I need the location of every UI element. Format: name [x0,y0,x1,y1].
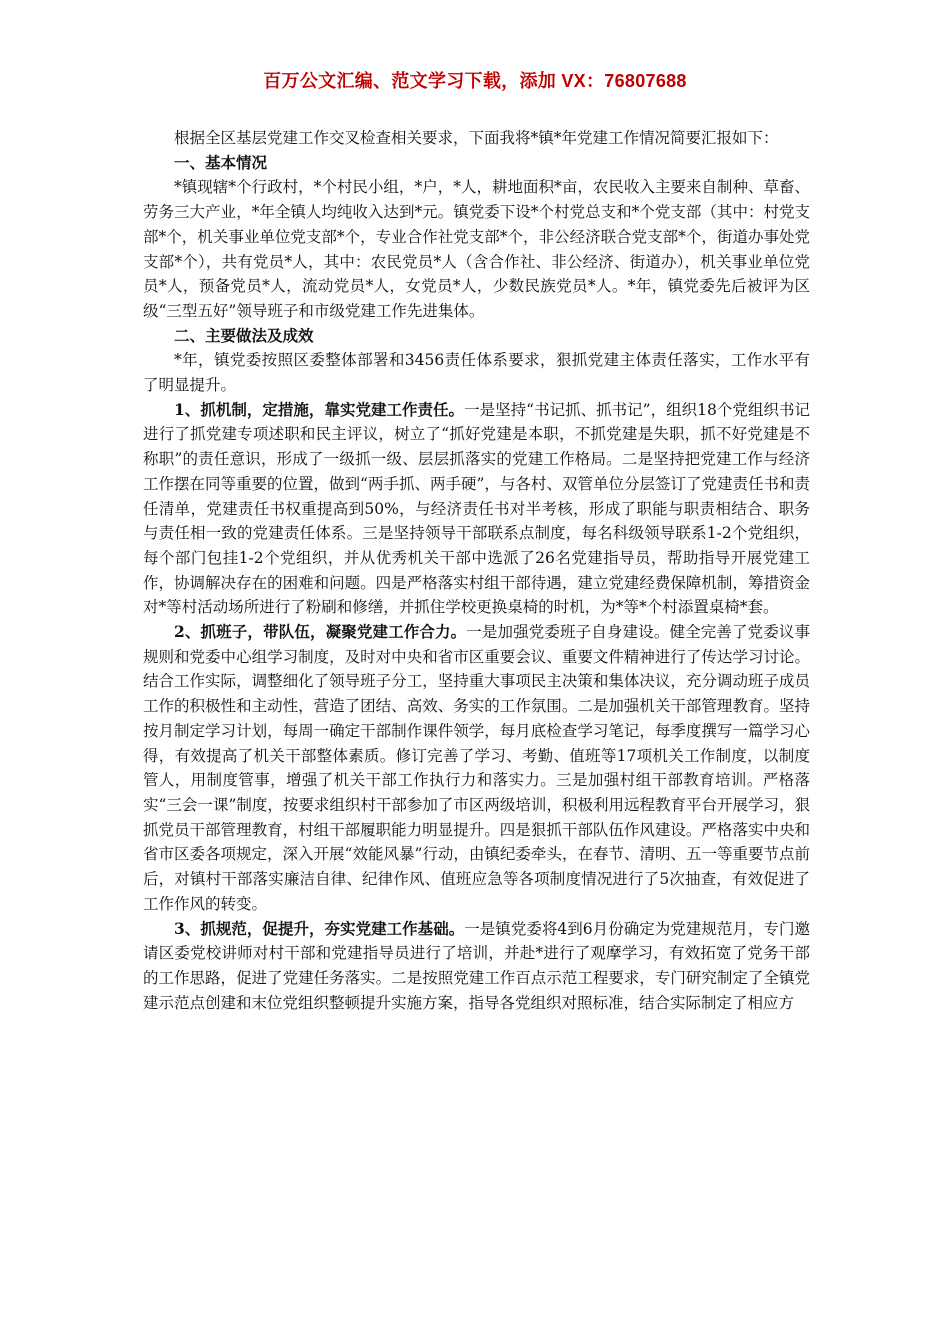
intro-paragraph: 根据全区基层党建工作交叉检查相关要求，下面我将*镇*年党建工作情况简要汇报如下： [174,129,779,147]
item-1-text: 一是坚持“书记抓、抓书记”，组织18个党组织书记进行了抓党建专项述职和民主评议，树立了“抓好党建是本职，不抓党建是失职，抓不好党建是不称职”的责任意识，形成了一级抓一级、层层抓落实的党建工作格局。二是坚持把党建工作与经济工作摆在同等重要的位置，做到“两手抓、两手硬”，与各村、双管单位分层签订了党建责任书和责任清单，党建责任书权重提高到50%，与经济责任书对半考核，形成了职能与职责相结合、职务与责任相一致的党建责任体系。三是坚持领导干部联系点制度，每名科级领导联系1-2个党组织，每个部门包挂1-2个党组织，并从优秀机关干部中选派了26名党建指导员，帮助指导开展党建工作，协调解决存在的困难和问题。四是严格落实村组干部待遇，建立党建经费保障机制，筹措资金对*等村活动场所进行了粉刷和修缮，并抓住学校更换桌椅的时机，为*等*个村添置桌椅*套。 [143,400,810,617]
item-2-lead: 2、抓班子，带队伍，凝聚党建工作合力。 [174,622,467,642]
section-1-paragraph: *镇现辖*个行政村，*个村民小组，*户，*人，耕地面积*亩，农民收入主要来自制种、草畜、劳务三大产业，*年全镇人均纯收入达到*元。镇党委下设*个村党总支和*个党支部（其中：村党支部*个，机关事业单位党支部*个，专业合作社党支部*个，非公经济联合党支部*个，街道办事处党支部*个），共有党员*人，其中：农民党员*人（含合作社、非公经济、街道办），机关事业单位党员*人，预备党员*人，流动党员*人，女党员*人，少数民族党员*人。*年，镇党委先后被评为区级“三型五好”领导班子和市级党建工作先进集体。 [143,178,810,320]
section-2-intro: *年，镇党委按照区委整体部署和3456责任体系要求，狠抓党建主体责任落实，工作水平有了明显提升。 [143,351,810,395]
item-2-text: 一是加强党委班子自身建设。健全完善了党委议事规则和党委中心组学习制度，及时对中央和省市区重要会议、重要文件精神进行了传达学习讨论。结合工作实际，调整细化了领导班子分工，坚持重大事项民主决策和集体决议，充分调动班子成员工作的积极性和主动性，营造了团结、高效、务实的工作氛围。二是加强机关干部管理教育。坚持按月制定学习计划，每周一确定干部制作课件领学，每月底检查学习笔记，每季度撰写一篇学习心得，有效提高了机关干部整体素质。修订完善了学习、考勤、值班等17项机关工作制度，以制度管人，用制度管事，增强了机关干部工作执行力和落实力。三是加强村组干部教育培训。严格落实“三会一课”制度，按要求组织村干部参加了市区两级培训，积极利用远程教育平台开展学习，狠抓党员干部管理教育，村组干部履职能力明显提升。四是狠抓干部队伍作风建设。严格落实中央和省市区委各项规定，深入开展“效能风暴”行动，由镇纪委牵头，在春节、清明、五一等重要节点前后，对镇村干部落实廉洁自律、纪律作风、值班应急等各项制度情况进行了5次抽查，有效促进了工作作风的转变。 [143,623,810,913]
item-3-lead: 3、抓规范，促提升，夯实党建工作基础。 [174,918,465,938]
section-2-heading: 二、主要做法及成效 [174,325,314,345]
item-1-lead: 1、抓机制，定措施，靠实党建工作责任。 [174,399,465,419]
section-1-heading: 一、基本情况 [174,152,268,172]
item-2-paragraph [143,620,810,916]
header-banner: 百万公文汇编、范文学习下载，添加 VX：76807688 [263,71,687,91]
item-3-text: 一是镇党委将4到6月份确定为党建规范月，专门邀请区委党校讲师对村干部和党建指导员进行了培训，并赴*进行了观摩学习，有效拓宽了党务干部的工作思路，促进了党建任务落实。二是按照党建工作百点示范工程要求，专门研究制定了全镇党建示范点创建和末位党组织整顿提升实施方案，指导各党组织对照标准，结合实际制定了相应方 [143,919,810,1012]
item-3-paragraph [143,917,810,1016]
document-body [143,126,810,1015]
item-1-paragraph [143,398,810,620]
